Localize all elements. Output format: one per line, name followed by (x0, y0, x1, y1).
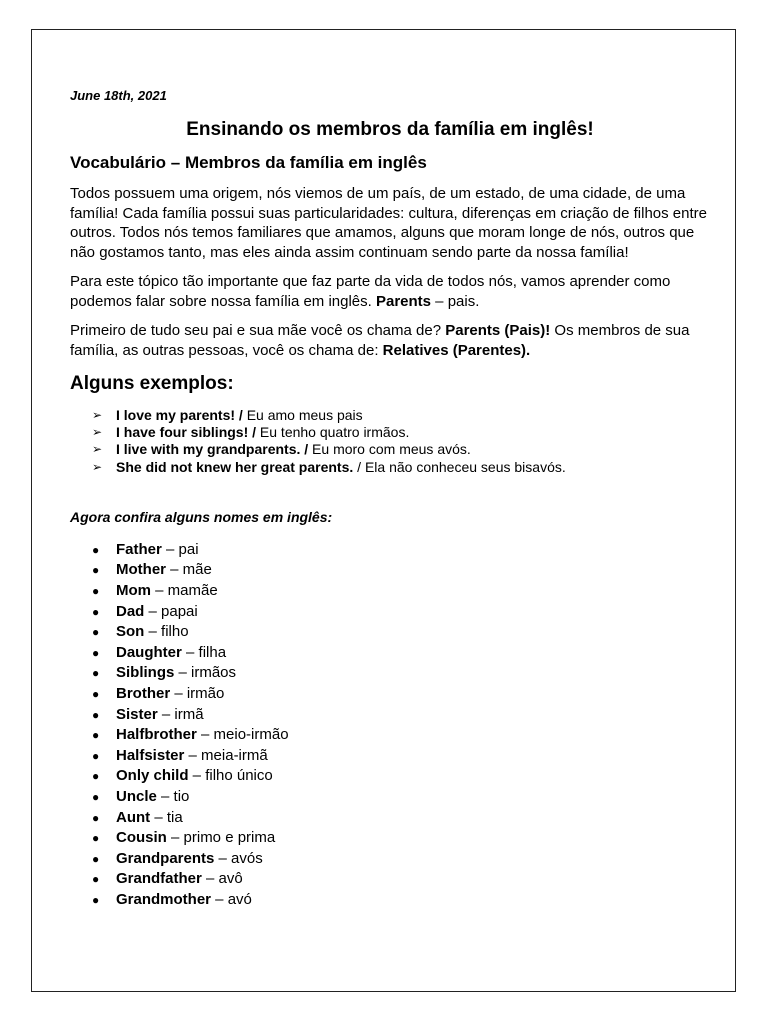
bullet-icon: ● (92, 728, 100, 743)
paragraph-parents (70, 272, 710, 311)
list-item (92, 643, 710, 664)
vocab-english: Uncle (116, 787, 157, 805)
list-item (92, 622, 710, 643)
vocab-portuguese: – avós (214, 849, 263, 867)
list-item (92, 424, 710, 441)
vocab-portuguese: – irmão (170, 684, 225, 702)
vocab-portuguese: – mamãe (151, 582, 218, 599)
vocab-portuguese: – papai (144, 602, 198, 620)
list-item (92, 746, 710, 767)
example-english: She did not knew her great parents. (116, 458, 354, 475)
bullet-icon: ● (92, 604, 100, 619)
bullet-icon: ● (92, 542, 100, 557)
paragraph-relatives (70, 321, 710, 360)
bullet-icon: ● (92, 810, 100, 825)
document-title: Ensinando os membros da família em inglês! (186, 119, 594, 140)
bullet-icon: ● (92, 831, 100, 846)
vocab-portuguese: – avó (211, 890, 252, 908)
bullet-icon: ● (92, 872, 100, 887)
list-item (92, 407, 710, 424)
vocab-english: Grandparents (116, 849, 215, 867)
vocab-english: Mother (116, 561, 166, 579)
arrow-bullet-icon: ➢ (92, 442, 103, 457)
vocab-english: Dad (116, 602, 145, 620)
arrow-bullet-icon: ➢ (92, 459, 103, 474)
paragraph-parents-text: Para este tópico tão importante que faz parte da vida de todos nós, vamos aprender como podemos falar sobre nossa família em inglês. (70, 273, 671, 310)
example-english: I love my parents! / (116, 407, 243, 423)
list-item (92, 766, 710, 787)
bullet-icon: ● (92, 645, 100, 660)
example-portuguese: Eu tenho quatro irmãos. (256, 424, 410, 441)
vocab-portuguese: – filho único (188, 767, 273, 785)
bullet-icon: ● (92, 748, 100, 763)
list-item (92, 869, 710, 890)
list-item (92, 441, 710, 458)
paragraph-relatives-text2: Os membros de sua família, as outras pessoas, você os chama de: (70, 322, 690, 359)
vocab-english: Cousin (116, 829, 167, 847)
paragraph-relatives-bold1: Parents (Pais)! (445, 322, 551, 339)
vocab-english: Halfbrother (116, 726, 197, 744)
example-portuguese: Eu amo meus pais (242, 407, 363, 423)
vocab-english: Brother (116, 684, 171, 702)
vocab-portuguese: – filho (144, 623, 189, 641)
bullet-icon: ● (92, 686, 100, 701)
bullet-icon: ● (92, 666, 100, 681)
arrow-bullet-icon: ➢ (92, 425, 103, 440)
list-item (92, 705, 710, 726)
document-page (31, 29, 736, 992)
vocab-english: Halfsister (116, 746, 185, 764)
list-item (92, 540, 710, 561)
list-item (92, 849, 710, 870)
vocab-english: Grandmother (116, 890, 212, 908)
paragraph-intro: Todos possuem uma origem, nós viemos de um país, de um estado, de uma cidade, de uma família! Cada família possui suas particularidades: cultura, diferenças em criação de filhos entre outros. Todos nós temos familiares que amamos, alguns que moram longe de nós, outros que não gostamos tanto, mas eles ainda assim continuam sendo parte da nossa família! (70, 185, 707, 261)
vocab-portuguese: – tia (150, 808, 183, 826)
paragraph-parents-tail: – pais. (431, 292, 480, 310)
list-item (92, 581, 710, 602)
document-date: June 18th, 2021 (70, 88, 167, 103)
vocab-portuguese: – mãe (166, 561, 212, 579)
bullet-icon: ● (92, 892, 100, 907)
example-portuguese: / Ela não conheceu seus bisavós. (353, 458, 566, 475)
example-english: I live with my grandparents. / (116, 441, 309, 458)
vocab-english: Aunt (116, 808, 151, 826)
bullet-icon: ● (92, 789, 100, 804)
arrow-bullet-icon: ➢ (92, 408, 103, 422)
bullet-icon: ● (92, 769, 100, 784)
bullet-icon: ● (92, 851, 100, 866)
vocab-english: Father (116, 540, 162, 558)
paragraph-relatives-text1: Primeiro de tudo seu pai e sua mãe você os chama de? (70, 322, 446, 339)
vocab-portuguese: – avô (201, 870, 243, 888)
list-item (92, 890, 710, 911)
vocab-portuguese: – irmãos (174, 664, 237, 682)
names-intro: Agora confira alguns nomes em inglês: (70, 508, 333, 525)
list-item (92, 602, 710, 623)
list-item (92, 684, 710, 705)
list-item (92, 787, 710, 808)
vocab-portuguese: – tio (156, 787, 190, 805)
paragraph-parents-bold: Parents (375, 292, 432, 310)
vocab-list (70, 540, 710, 911)
list-item (92, 725, 710, 746)
paragraph-relatives-bold2: Relatives (Parentes). (382, 341, 531, 359)
vocab-portuguese: – meia-irmã (184, 746, 268, 764)
list-item (92, 808, 710, 829)
vocab-portuguese: – filha (181, 643, 227, 661)
vocab-english: Siblings (116, 664, 175, 682)
examples-list (70, 407, 710, 476)
example-english: I have four siblings! / (116, 424, 257, 441)
bullet-icon: ● (92, 584, 100, 598)
examples-heading: Alguns exemplos: (70, 373, 234, 394)
vocab-english: Sister (116, 705, 158, 723)
vocab-english: Mom (116, 582, 151, 599)
list-item (92, 663, 710, 684)
vocab-english: Only child (116, 767, 189, 785)
list-item (92, 560, 710, 581)
vocab-portuguese: – meio-irmão (196, 726, 289, 744)
vocab-portuguese: – pai (161, 540, 199, 558)
vocab-english: Daughter (116, 643, 182, 661)
bullet-icon: ● (92, 707, 100, 722)
vocab-portuguese: – irmã (157, 705, 204, 723)
vocab-english: Son (116, 623, 145, 641)
list-item (92, 828, 710, 849)
list-item (92, 459, 710, 476)
document-subtitle: Vocabulário – Membros da família em inglês (70, 153, 427, 172)
document-content (70, 88, 710, 911)
example-portuguese: Eu moro com meus avós. (308, 441, 471, 458)
vocab-portuguese: – primo e prima (166, 829, 276, 847)
vocab-english: Grandfather (116, 870, 202, 888)
bullet-icon: ● (92, 625, 100, 640)
bullet-icon: ● (92, 563, 100, 578)
